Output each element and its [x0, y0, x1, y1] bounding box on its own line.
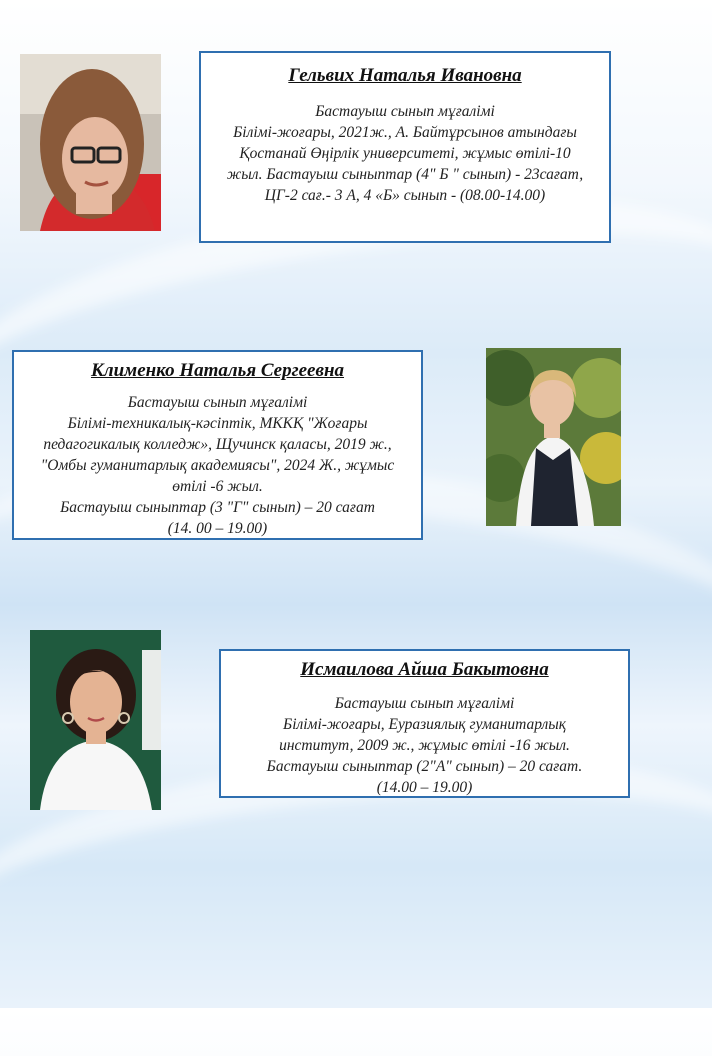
info-line: (14. 00 – 19.00) — [167, 520, 268, 537]
teacher-card-gelvikh — [199, 51, 611, 243]
info-line: Бастауыш сынып мұғалімі — [315, 103, 495, 120]
info-line: институт, 2009 ж., жұмыс өтілі -16 жыл. — [279, 737, 570, 754]
info-line: жыл. Бастауыш сыныптар (4" Б " сынып) - 23сағат, — [226, 166, 584, 183]
info-line: Білімі-техникалық-кәсіптік, МККҚ "Жоғары — [67, 415, 368, 432]
info-line: өтілі -6 жыл. — [172, 478, 263, 495]
info-line: Бастауыш сыныптар (3 "Г" сынып) – 20 сағат — [60, 499, 375, 516]
info-line: Бастауыш сыныптар (2"А" сынып) – 20 сағат. — [266, 758, 583, 775]
info-line: Білімі-жоғары, Еуразиялық гуманитарлық — [283, 716, 566, 733]
teacher-photo-ismailova — [30, 630, 161, 810]
info-line: "Омбы гуманитарлық академиясы", 2024 Ж., жұмыс — [40, 457, 395, 474]
info-line: Бастауыш сынып мұғалімі — [127, 394, 308, 411]
teacher-name: Клименко Наталья Сергеевна — [90, 360, 345, 381]
info-line: Қостанай Өңірлік университеті, жұмыс өтілі-10 — [239, 145, 571, 162]
teacher-name: Гельвих Наталья Ивановна — [288, 65, 522, 86]
teacher-photo-gelvikh — [20, 54, 161, 231]
teacher-card-klimenko — [12, 350, 423, 540]
teacher-name: Исмаилова Айша Бакытовна — [300, 659, 549, 680]
teacher-photo-klimenko — [486, 348, 621, 526]
teacher-info — [14, 392, 421, 539]
teacher-card-ismailova — [219, 649, 630, 798]
info-line: (14.00 – 19.00) — [376, 779, 473, 796]
teacher-info — [221, 693, 628, 798]
info-line: Бастауыш сынып мұғалімі — [334, 695, 515, 712]
info-line: педагогикалық колледж», Щучинск қаласы, 2019 ж., — [43, 436, 392, 453]
teacher-info — [201, 101, 609, 206]
info-line: Білімі-жоғары, 2021ж., А. Байтұрсынов атындағы — [233, 124, 577, 141]
info-line: ЦГ-2 сағ.- 3 А, 4 «Б» сынып - (08.00-14.00) — [264, 187, 546, 204]
